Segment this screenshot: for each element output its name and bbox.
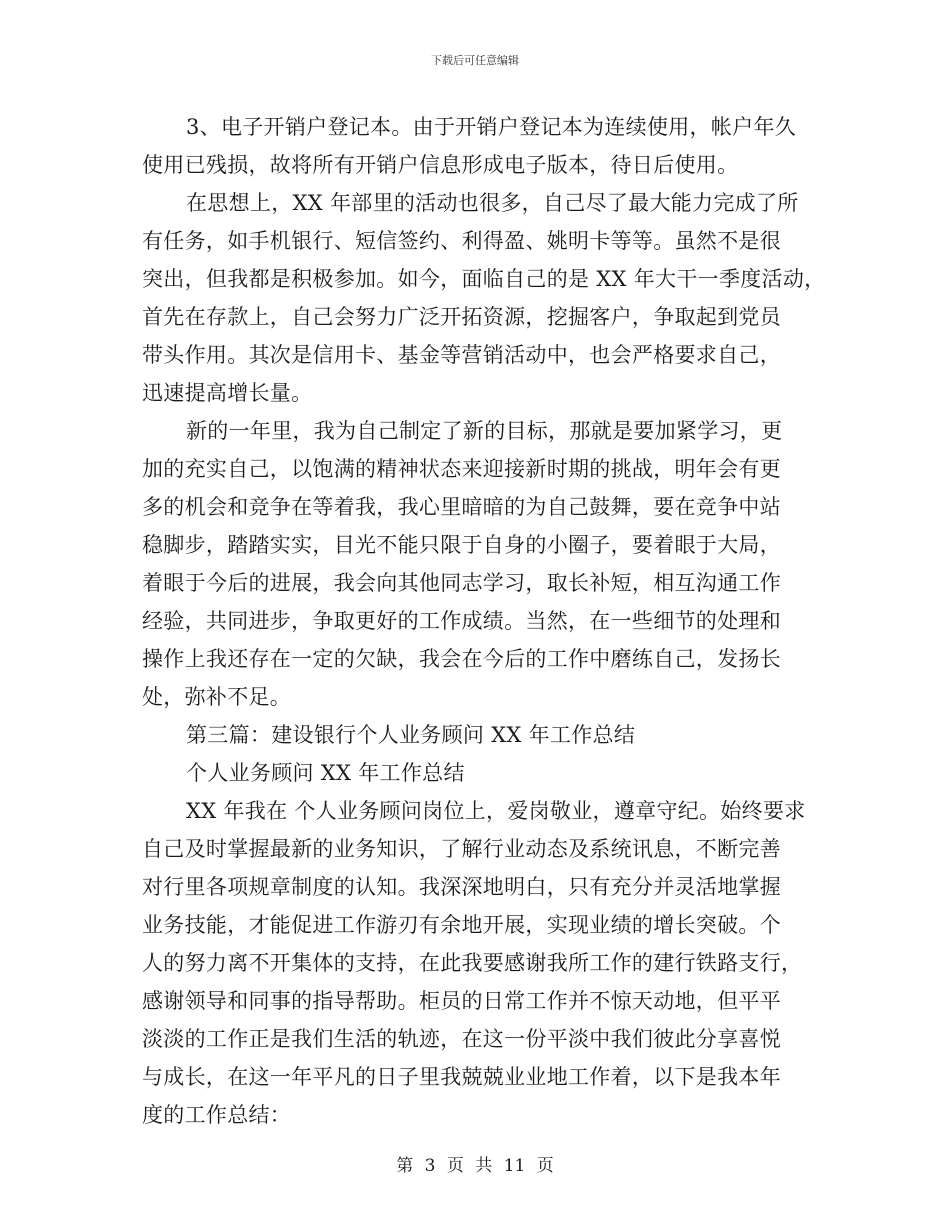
section-heading: 第三篇：建设银行个人业务顾问 XX 年工作总结 <box>186 723 636 747</box>
paragraph-line: XX 年我在 个人业务顾问岗位上，爱岗敬业，遵章守纪。始终要求 <box>186 799 806 823</box>
paragraph-line: 新的一年里，我为自己制定了新的目标，那就是要加紧学习，更 <box>186 419 783 443</box>
paragraph-line: 自己及时掌握最新的业务知识，了解行业动态及系统讯息，不断完善 <box>142 837 781 861</box>
paragraph-line: 淡淡的工作正是我们生活的轨迹，在这一份平淡中我们彼此分享喜悦 <box>142 1027 781 1051</box>
paragraph-line: 度的工作总结： <box>142 1103 292 1127</box>
paragraph-line: 多的机会和竞争在等着我，我心里暗暗的为自己鼓舞，要在竞争中站 <box>142 495 781 519</box>
paragraph-line: 与成长，在这一年平凡的日子里我兢兢业业地工作着，以下是我本年 <box>142 1065 781 1089</box>
paragraph-line: 稳脚步，踏踏实实，目光不能只限于自身的小圈子，要着眼于大局， <box>142 533 781 557</box>
paragraph-line: 首先在存款上，自己会努力广泛开拓资源，挖掘客户，争取起到党员 <box>142 305 781 329</box>
paragraph-line: 着眼于今后的进展，我会向其他同志学习，取长补短，相互沟通工作 <box>142 571 781 595</box>
paragraph-line: 人的努力离不开集体的支持，在此我要感谢我所工作的建行铁路支行， <box>142 951 803 975</box>
paragraph-line: 业务技能，才能促进工作游刃有余地开展，实现业绩的增长突破。个 <box>142 913 781 937</box>
paragraph-line: 操作上我还存在一定的欠缺，我会在今后的工作中磨练自己，发扬长 <box>142 647 781 671</box>
paragraph-line: 加的充实自己，以饱满的精神状态来迎接新时期的挑战，明年会有更 <box>142 457 781 481</box>
paragraph-line: 使用已残损，故将所有开销户信息形成电子版本，待日后使用。 <box>142 153 739 177</box>
paragraph-line: 处，弥补不足。 <box>142 685 292 709</box>
paragraph-line: 在思想上，XX 年部里的活动也很多，自己尽了最大能力完成了所 <box>186 191 799 215</box>
paragraph-line: 感谢领导和同事的指导帮助。柜员的日常工作并不惊天动地，但平平 <box>142 989 781 1013</box>
paragraph-line: 迅速提高增长量。 <box>142 381 313 405</box>
paragraph-line: 经验，共同进步，争取更好的工作成绩。当然，在一些细节的处理和 <box>142 609 781 633</box>
paragraph-line: 3、电子开销户登记本。由于开销户登记本为连续使用，帐户年久 <box>186 115 797 139</box>
paragraph-line: 带头作用。其次是信用卡、基金等营销活动中，也会严格要求自己， <box>142 343 781 367</box>
page-number-footer: 第 3 页 共 11 页 <box>396 1156 554 1176</box>
paragraph-line: 对行里各项规章制度的认知。我深深地明白，只有充分并灵活地掌握 <box>142 875 781 899</box>
paragraph-line: 有任务，如手机银行、短信签约、利得盈、姚明卡等等。虽然不是很 <box>142 229 781 253</box>
page-header-note: 下载后可任意编辑 <box>431 54 519 67</box>
document-body <box>142 108 826 1134</box>
section-subheading: 个人业务顾问 XX 年工作总结 <box>186 761 465 785</box>
paragraph-line: 突出，但我都是积极参加。如今，面临自己的是 XX 年大干一季度活动， <box>142 267 826 291</box>
